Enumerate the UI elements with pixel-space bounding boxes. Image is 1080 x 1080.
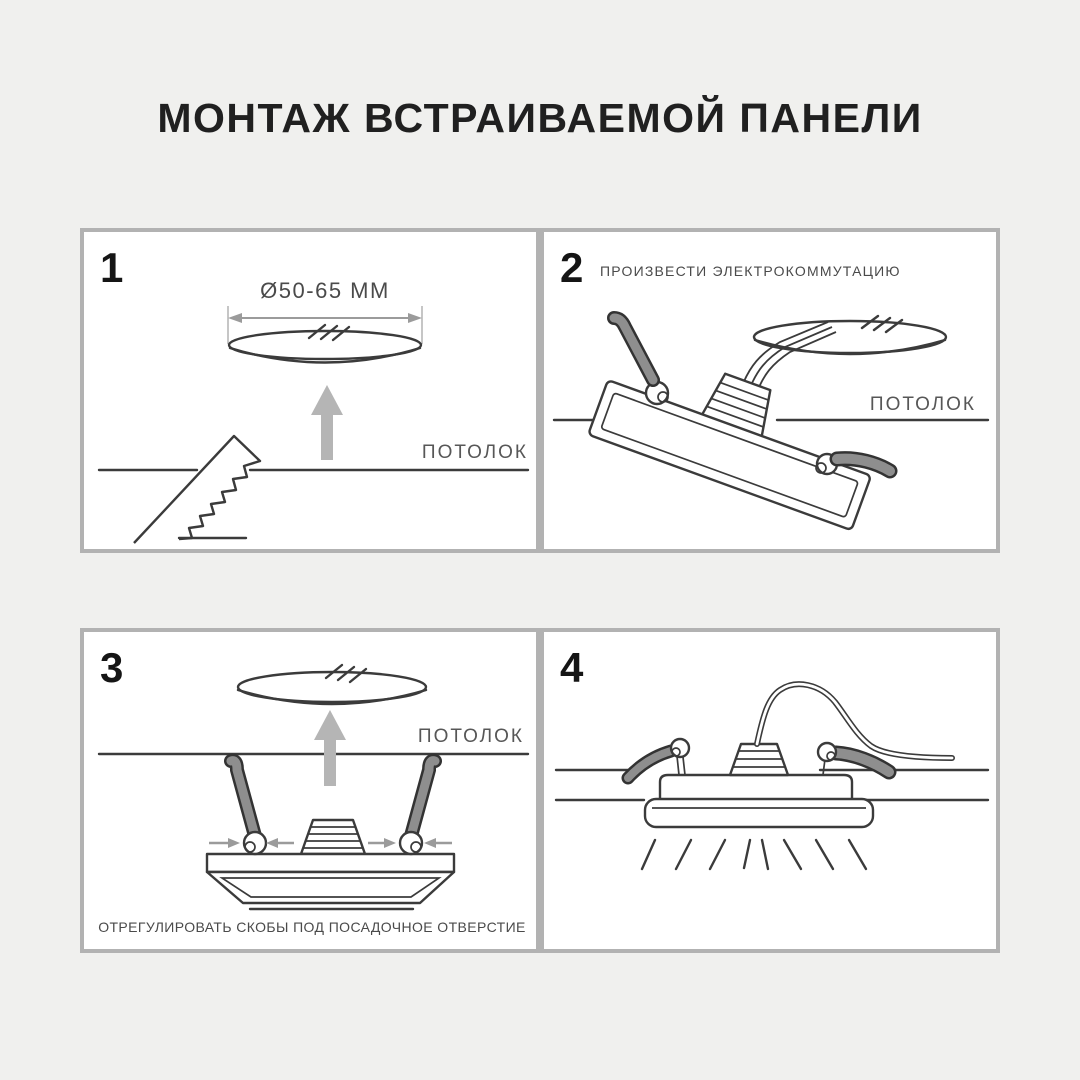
spring-clip-left [231, 761, 266, 854]
ceiling-label: ПОТОЛОК [417, 726, 524, 747]
trim-bezel [645, 799, 873, 827]
step-number: 2 [560, 244, 584, 291]
step-3-drawing [84, 632, 536, 949]
diameter-label: Ø50-65 ММ [260, 278, 390, 303]
power-wire [757, 684, 952, 758]
step-2-drawing [544, 232, 996, 549]
page-title: МОНТАЖ ВСТРАИВАЕМОЙ ПАНЕЛИ [157, 95, 923, 141]
downlight-body [588, 337, 887, 530]
step-4-drawing [544, 632, 996, 949]
spring-clip-right [400, 761, 435, 854]
step-panel-1 [80, 228, 540, 553]
led-panel-disc [238, 665, 426, 704]
steps-grid [80, 228, 1000, 953]
step-panel-3 [80, 628, 540, 953]
spring-clip-left [628, 739, 689, 778]
ceiling-label: ПОТОЛОК [421, 442, 528, 463]
driver-box [730, 744, 788, 775]
step-caption: ПРОИЗВЕСТИ ЭЛЕКТРОКОММУТАЦИЮ [600, 263, 901, 279]
step-1-drawing [84, 232, 536, 549]
driver-box [301, 820, 365, 854]
led-panel-disc [229, 325, 421, 363]
step-number: 3 [100, 644, 124, 691]
ceiling-label: ПОТОЛОК [869, 394, 976, 415]
cutout-piece [134, 436, 260, 543]
step-panel-4 [540, 628, 1000, 953]
up-arrow-icon [314, 710, 346, 786]
step-caption: ОТРЕГУЛИРОВАТЬ СКОБЫ ПОД ПОСАДОЧНОЕ ОТВЕРСТИЕ [98, 919, 526, 935]
step-number: 4 [560, 644, 584, 691]
light-rays [642, 840, 866, 869]
up-arrow-icon [311, 385, 343, 460]
step-number: 1 [100, 244, 124, 291]
step-panel-2 [540, 228, 1000, 553]
